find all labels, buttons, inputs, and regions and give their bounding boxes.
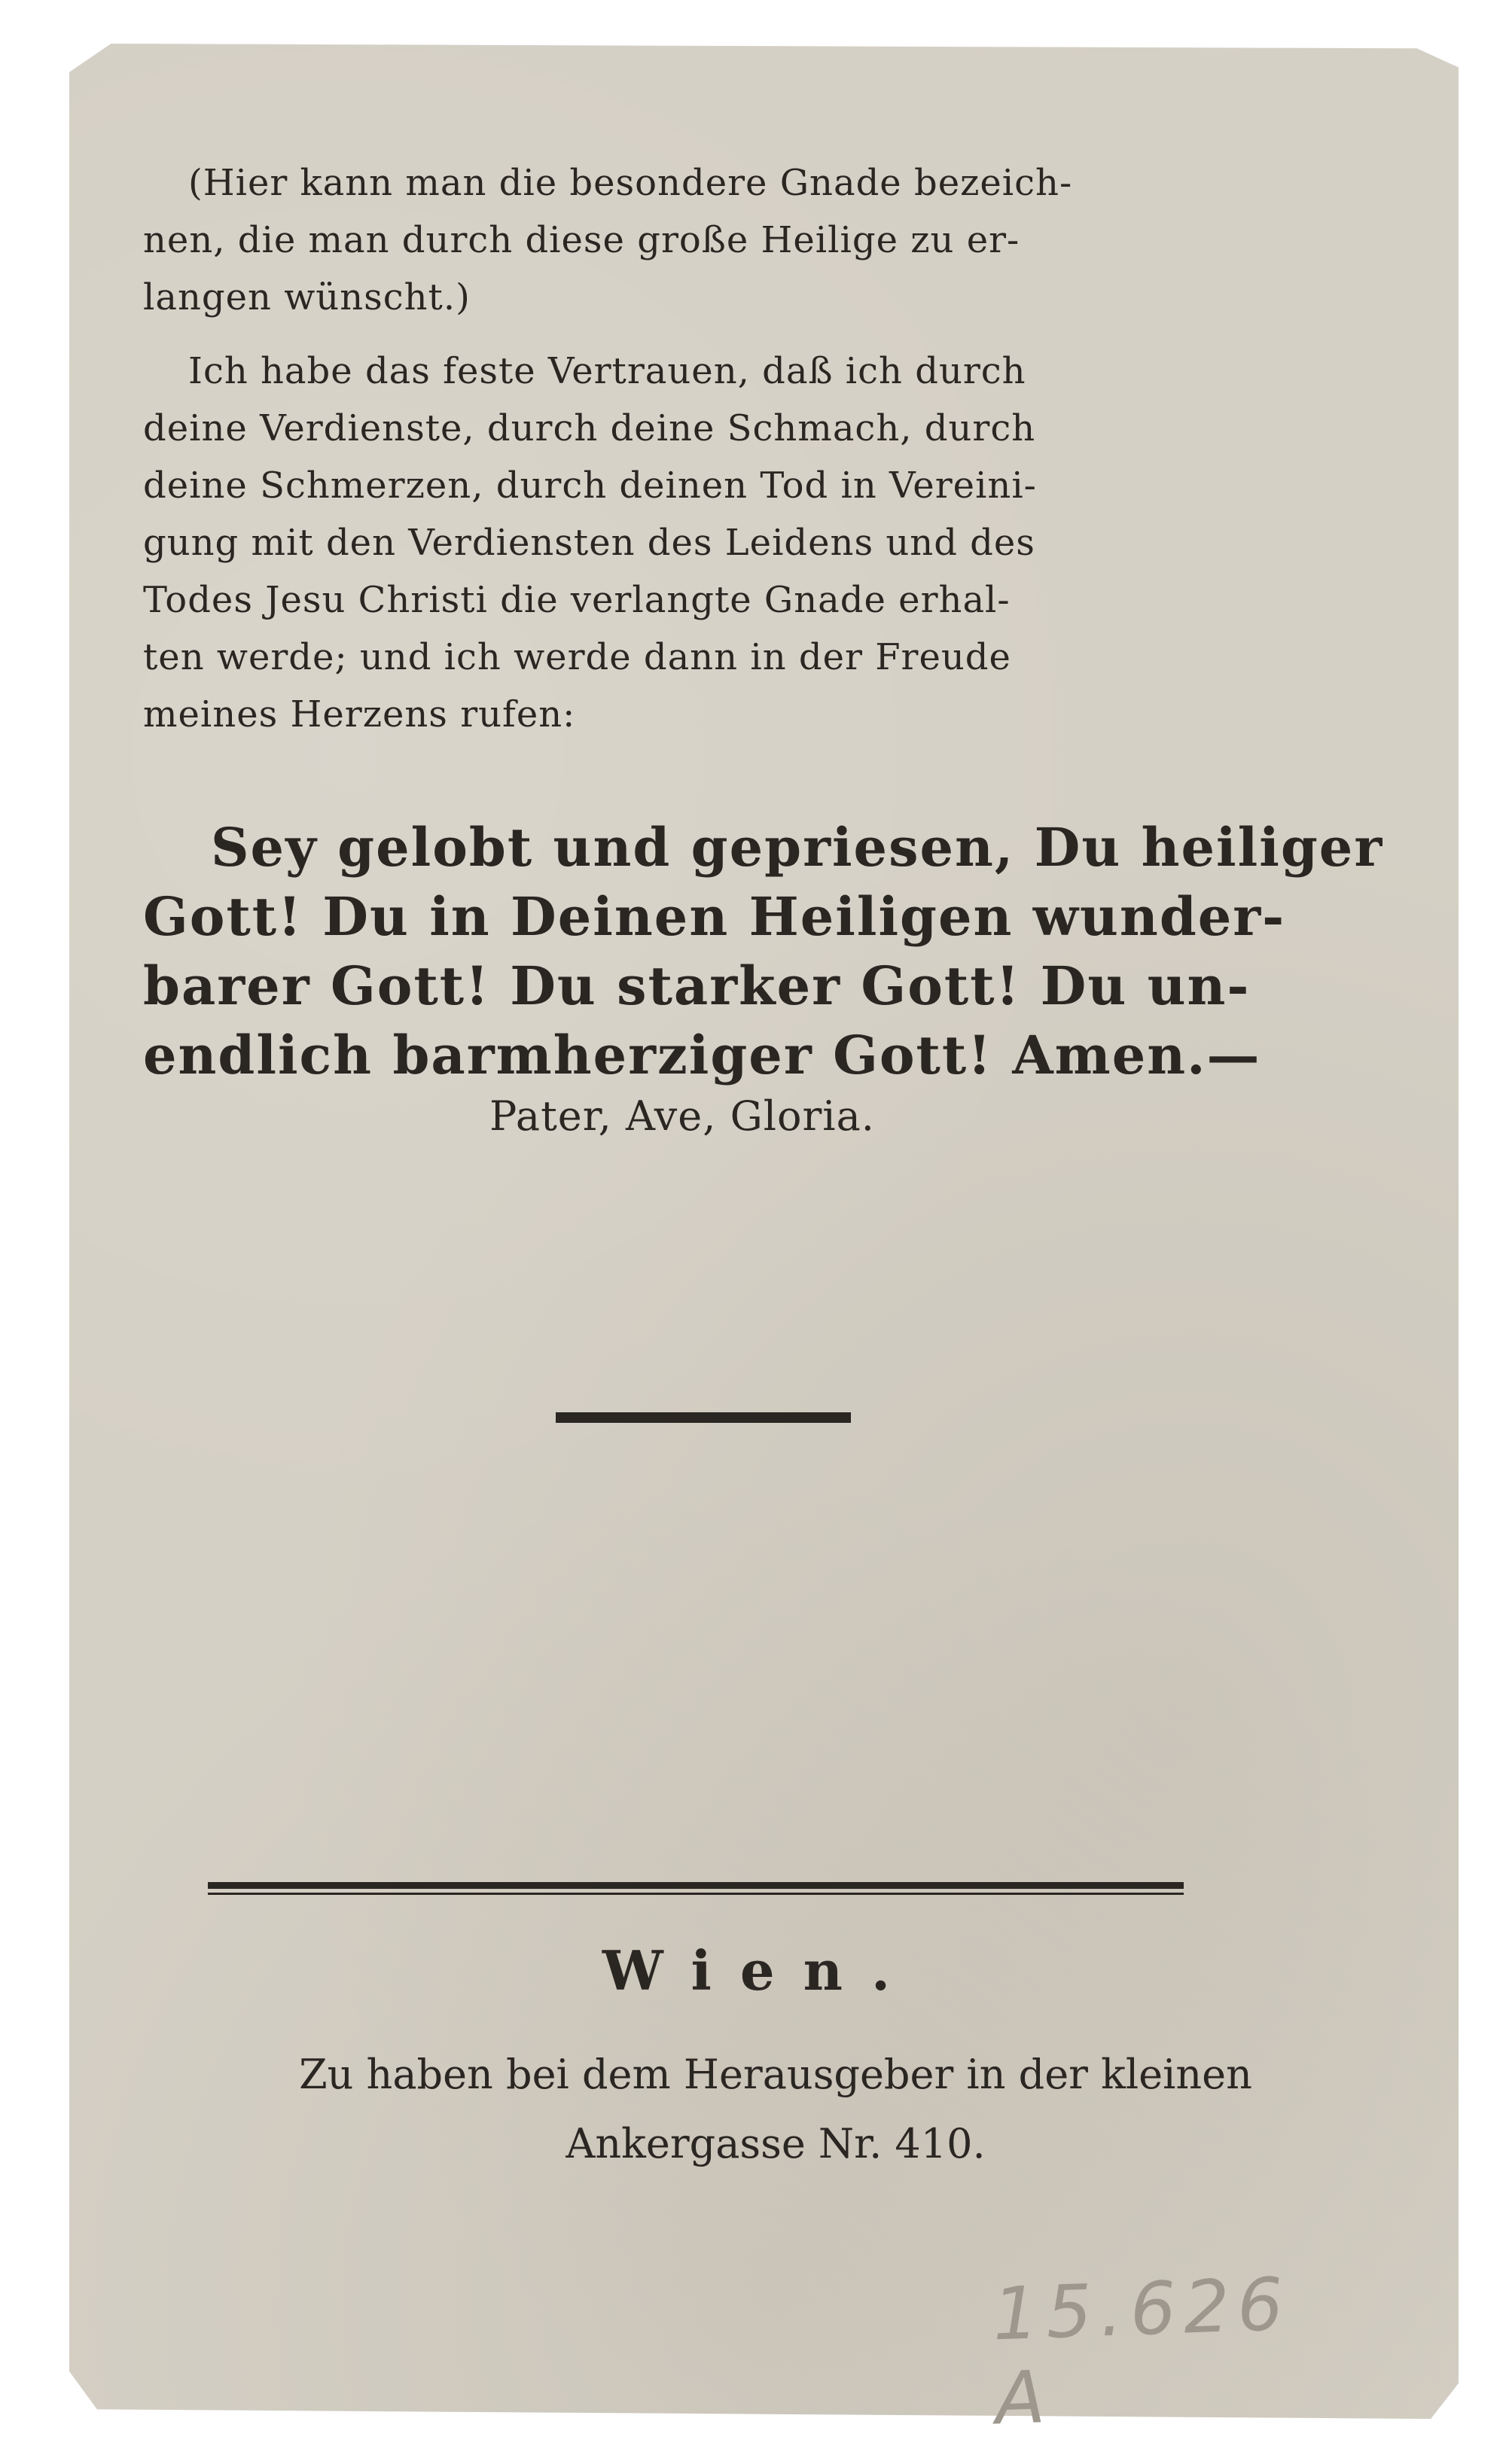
imprint: [173, 2040, 1378, 2179]
main-line-7: meines Herzens rufen:: [143, 693, 576, 736]
intro-line-1: (Hier kann man die besondere Gnade bezeich-: [188, 162, 1073, 204]
praise-line-1: Sey gelobt und gepriesen, Du heiliger: [211, 816, 1384, 879]
main-line-5: Todes Jesu Christi die verlangte Gnade erhal-: [143, 579, 1011, 621]
long-divider: [208, 1882, 1184, 1895]
intro-line-2: nen, die man durch diese große Heilige zu er-: [143, 219, 1020, 261]
main-line-4: gung mit den Verdiensten des Leidens und des: [143, 522, 1035, 564]
catalog-number: 15.626 A: [991, 2261, 1292, 2441]
praise-line-4: endlich barmherziger Gott! Amen.—: [143, 1024, 1261, 1086]
main-line-1: Ich habe das feste Vertrauen, daß ich durch: [188, 350, 1026, 392]
short-divider: [556, 1412, 851, 1423]
intro-line-3: langen wünscht.): [143, 276, 471, 318]
place-heading: Wien.: [602, 1939, 919, 2003]
main-line-2: deine Verdienste, durch deine Schmach, durch: [143, 407, 1036, 449]
main-paragraph: [143, 343, 1378, 743]
main-line-6: ten werde; und ich werde dann in der Freude: [143, 636, 1011, 678]
praise-line-3: barer Gott! Du starker Gott! Du un-: [143, 955, 1251, 1017]
imprint-line-1: Zu haben bei dem Herausgeber in der kleinen: [299, 2051, 1252, 2098]
praise-line-2: Gott! Du in Deinen Heiligen wunder-: [143, 885, 1286, 948]
imprint-line-2: Ankergasse Nr. 410.: [566, 2120, 986, 2167]
intro-note: [143, 154, 1378, 326]
praise-paragraph: [143, 813, 1384, 1090]
closing-prayer: Pater, Ave, Gloria.: [489, 1092, 875, 1140]
main-line-3: deine Schmerzen, durch deinen Tod in Vereini-: [143, 464, 1037, 507]
